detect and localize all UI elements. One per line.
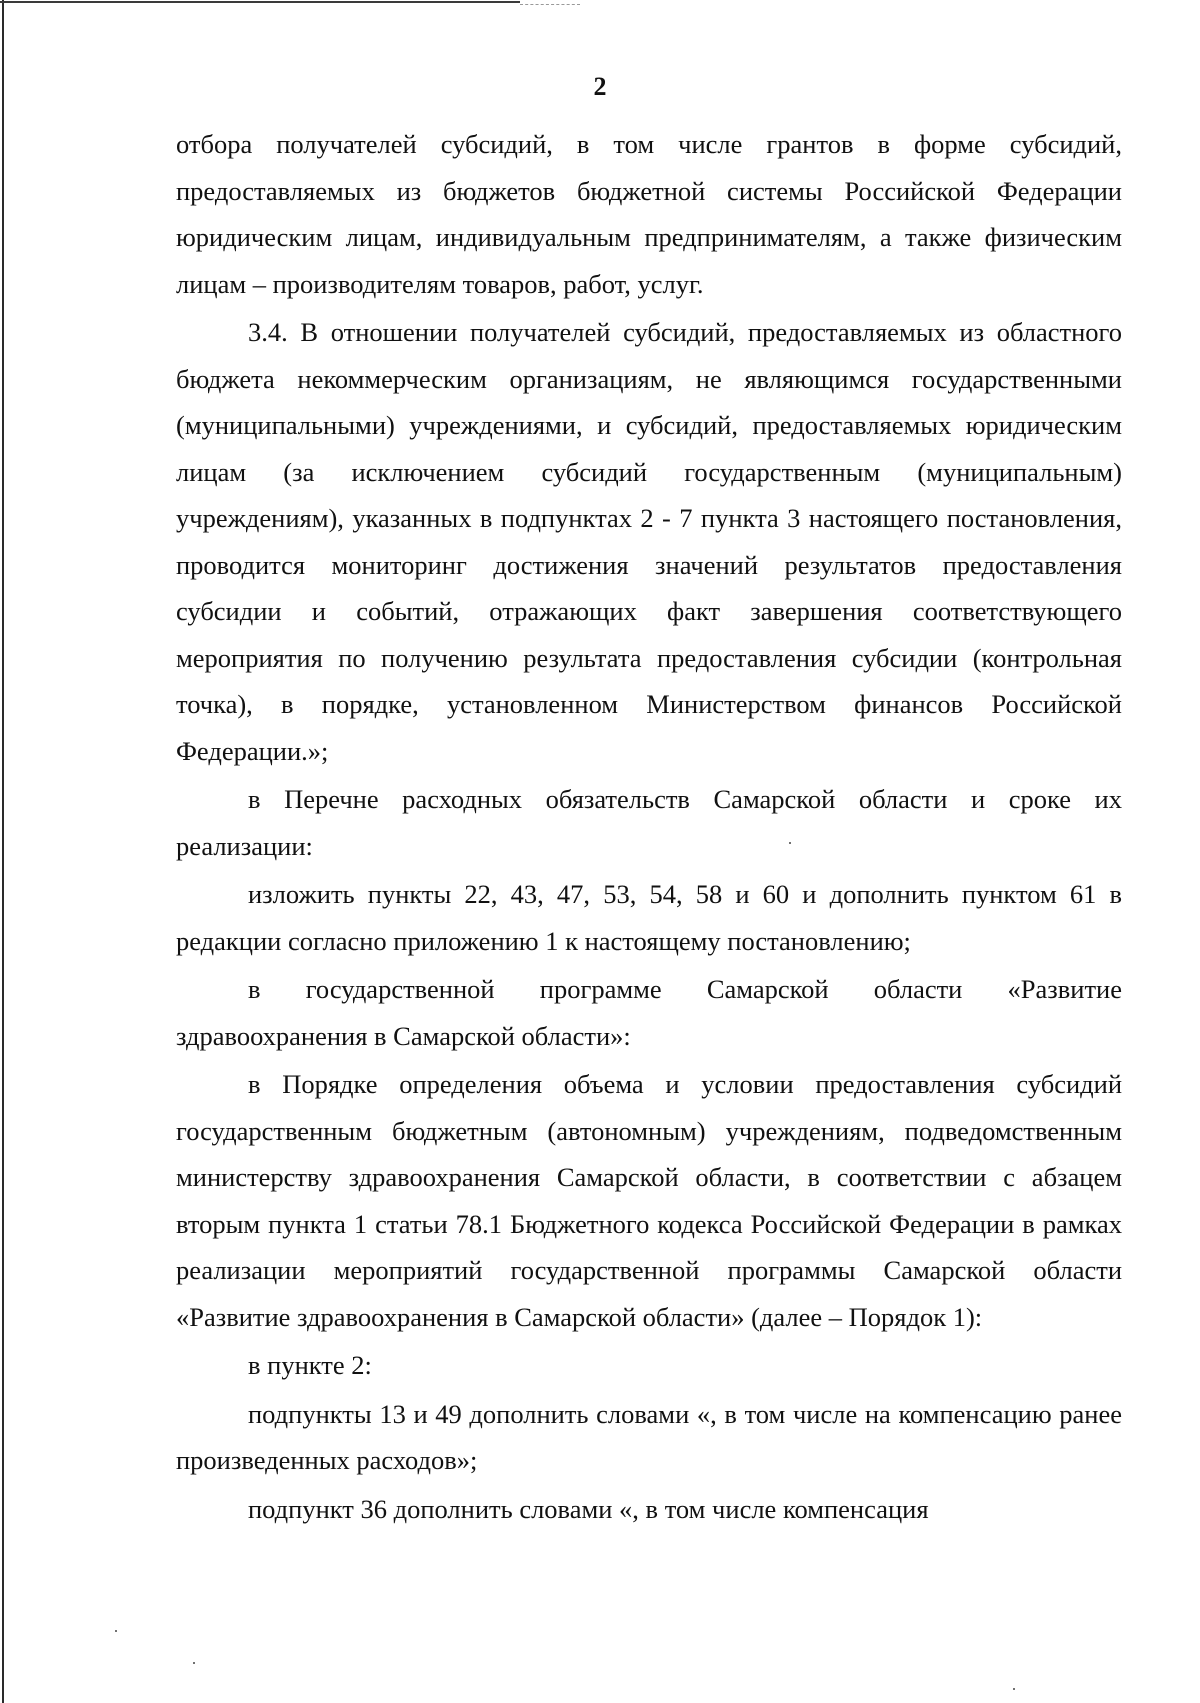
scan-speck xyxy=(193,1662,195,1664)
paragraph-perechen: в Перечне расходных обязательств Самарской области и сроке их реализации: xyxy=(176,784,1122,861)
scan-edge-top-dash xyxy=(520,4,580,5)
scan-speck xyxy=(789,842,791,844)
paragraph-continuation: отбора получателей субсидий, в том числе грантов в форме субсидий, предоставляемых из бюджетов бюджетной системы Российской Федерации юридическим лицам, индивидуальным предпринимателям, а также физическим лицам – производителям товаров, работ, услуг. xyxy=(176,129,1122,299)
scan-edge-left xyxy=(2,0,4,1703)
paragraph-podpunkty-13-49: подпункты 13 и 49 дополнить словами «, в том числе на компенсацию ранее произведенных расходов»; xyxy=(176,1398,1122,1475)
paragraph-punkt-2: в пункте 2: xyxy=(248,1350,372,1380)
scan-speck xyxy=(1013,1688,1015,1690)
document-body xyxy=(176,121,1122,1532)
scan-edge-top xyxy=(0,1,520,3)
paragraph-izlozhit: изложить пункты 22, 43, 47, 53, 54, 58 и 60 и дополнить пунктом 61 в редакции согласно приложению 1 к настоящему постановлению; xyxy=(176,879,1122,956)
page-number: 2 xyxy=(593,72,607,101)
scan-speck xyxy=(115,1630,117,1632)
paragraph-poryadok: в Порядке определения объема и условии предоставления субсидий государственным бюджетным (автономным) учреждениям, подведомственным министерству здравоохранения Самарской области, в соответствии с абзацем вторым пункта 1 статьи 78.1 Бюджетного кодекса Российской Федерации в рамках реализации мероприятий государственной программы Самарской области «Развитие здравоохранения в Самарской области» (далее – Порядок 1): xyxy=(176,1069,1122,1332)
paragraph-gosprogramma: в государственной программе Самарской области «Развитие здравоохранения в Самарской области»: xyxy=(176,974,1122,1051)
paragraph-podpunkt-36: подпункт 36 дополнить словами «, в том числе компенсация xyxy=(248,1493,929,1524)
paragraph-3-4: 3.4. В отношении получателей субсидий, предоставляемых из областного бюджета некоммерческим организациям, не являющимся государственными (муниципальными) учреждениями, и субсидий, предоставляемых юридическим лицам (за исключением субсидий государственным (муниципальным) учреждениям), указанных в подпунктах 2 - 7 пункта 3 настоящего постановления, проводится мониторинг достижения значений результатов предоставления субсидии и событий, отражающих факт завершения соответствующего мероприятия по получению результата предоставления субсидии (контрольная точка), в порядке, установленном Министерством финансов Российской Федерации.»; xyxy=(176,317,1122,766)
